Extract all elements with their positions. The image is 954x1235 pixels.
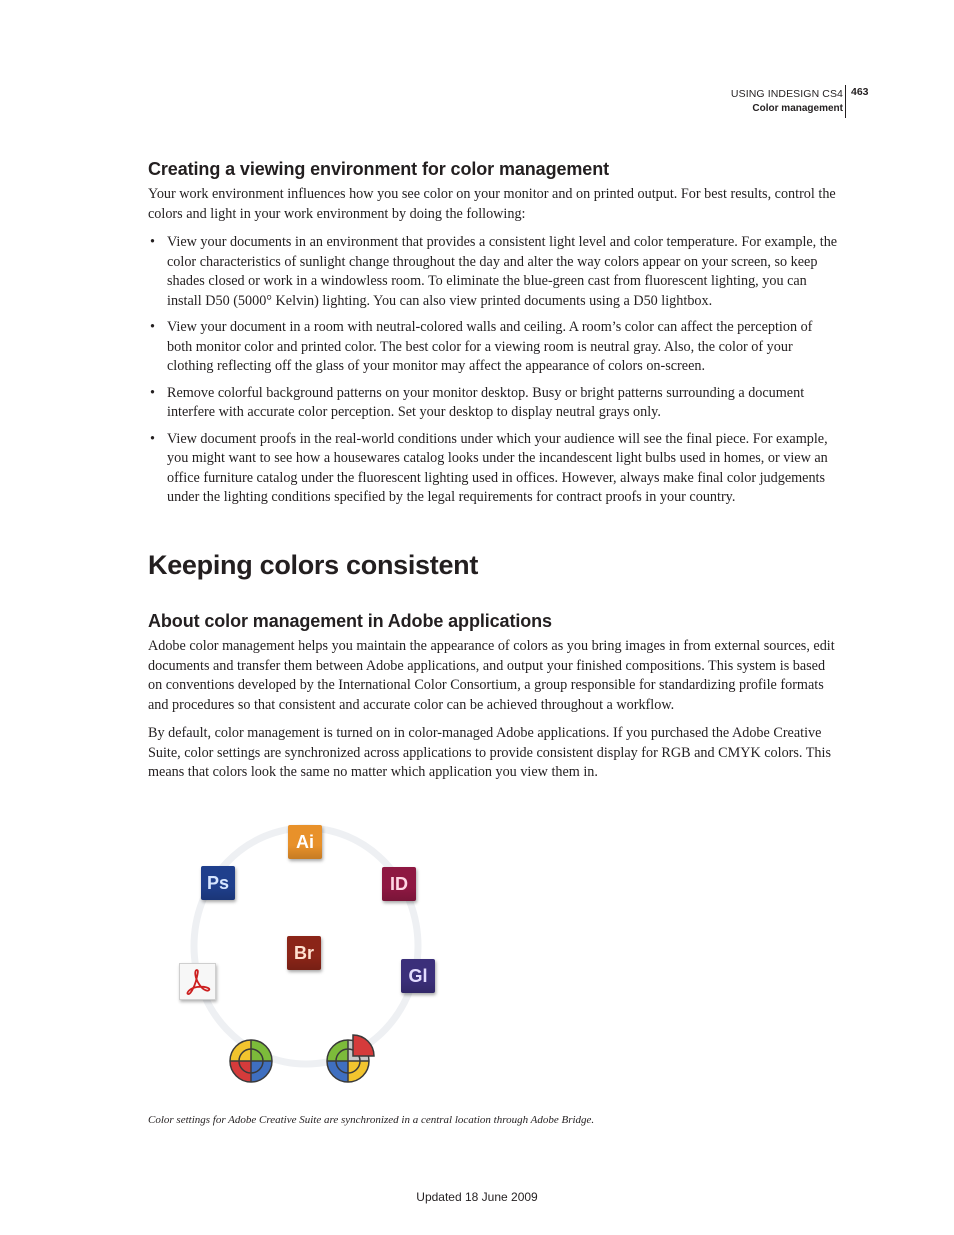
section-about-color-management: [148, 610, 840, 783]
illustrator-icon: [288, 825, 322, 859]
body-paragraph: Adobe color management helps you maintain the appearance of colors as you bring images in from external sources, edit documents and transfer them between Adobe applications, and output your finished compositions. This system is based on conventions developed by the International Color Consortium, a group responsible for standardizing profile formats and procedures so that consistent and accurate color can be achieved throughout a workflow.: [148, 638, 835, 713]
indesign-label: ID: [390, 873, 408, 894]
color-wheel-icon: [228, 1037, 274, 1083]
list-item-text: View your documents in an environment that provides a consistent light level and color temperature. For example, the color characteristics of sunlight change throughout the day and alter the way colors appear on your screen, so keep shades closed or work in a windowless room. To eliminate the blue-green cast from fluorescent lighting, you can install D50 (5000° Kelvin) lighting. You can also view printed documents using a D50 lightbox.: [167, 234, 838, 309]
list-item: [148, 430, 840, 508]
bullet-glyph: •: [150, 430, 155, 447]
page-number: 463: [851, 86, 869, 98]
golive-label: Gl: [408, 965, 428, 986]
running-header: [731, 86, 843, 116]
list-item-text: View document proofs in the real-world conditions under which your audience will see the final piece. For example, you might want to see how a housewares catalog looks under the incandescent light bulbs used in homes, or view an office furniture catalog under the fluorescent lighting used in offices. However, always make final color judgements under the lighting conditions specified by the legal requirements for contract proofs in your country.: [167, 430, 828, 505]
acrobat-glyph: [180, 964, 215, 999]
section-heading: About color management in Adobe applications: [148, 611, 552, 631]
section-viewing-environment: [148, 158, 840, 508]
bullet-glyph: •: [150, 384, 155, 401]
color-pie-icon: [324, 1033, 378, 1085]
golive-icon: [401, 959, 435, 993]
photoshop-icon: [201, 866, 235, 900]
book-title: USING INDESIGN CS4: [730, 88, 843, 100]
photoshop-label: Ps: [206, 872, 230, 893]
tips-list: [148, 233, 840, 508]
figure-caption: Color settings for Adobe Creative Suite are synchronized in a central location through Adobe Bridge.: [148, 1114, 595, 1126]
list-item: [148, 233, 840, 311]
bullet-glyph: •: [150, 234, 155, 250]
bullet-glyph: •: [150, 319, 155, 335]
chapter-title: Color management: [752, 103, 843, 114]
list-item: [148, 318, 840, 377]
list-item-text: Remove colorful background patterns on your monitor desktop. Busy or bright patterns surrounding a document interfere with accurate color perception. Set your desktop to display neutral grays only.: [167, 384, 805, 420]
section-keeping-colors: [148, 549, 840, 581]
bridge-label: Br: [293, 942, 314, 963]
color-sync-figure: [170, 820, 450, 1095]
header-divider: [845, 85, 846, 118]
list-item: [148, 384, 840, 423]
acrobat-icon: [179, 963, 216, 1000]
page-footer: Updated 18 June 2009: [416, 1190, 538, 1204]
chapter-heading: Keeping colors consistent: [148, 550, 479, 580]
intro-paragraph: Your work environment influences how you see color on your monitor and on printed output. For best results, control the colors and light in your work environment by doing the following:: [148, 186, 836, 222]
indesign-icon: [382, 867, 416, 901]
list-item-text: View your document in a room with neutral-colored walls and ceiling. A room’s color can affect the perception of both monitor color and printed color. The best color for a viewing room is neutral gray. Also, the color of your clothing reflecting off the glass of your monitor may affect the appearance of colors on-screen.: [167, 319, 813, 374]
bridge-icon: [287, 936, 321, 970]
illustrator-label: Ai: [296, 831, 314, 852]
section-heading: Creating a viewing environment for color management: [148, 159, 609, 179]
body-paragraph: By default, color management is turned on in color-managed Adobe applications. If you purchased the Adobe Creative Suite, color settings are synchronized across applications to provide consistent display for RGB and CMYK colors. This means that colors look the same no matter which application you view them in.: [148, 725, 831, 780]
